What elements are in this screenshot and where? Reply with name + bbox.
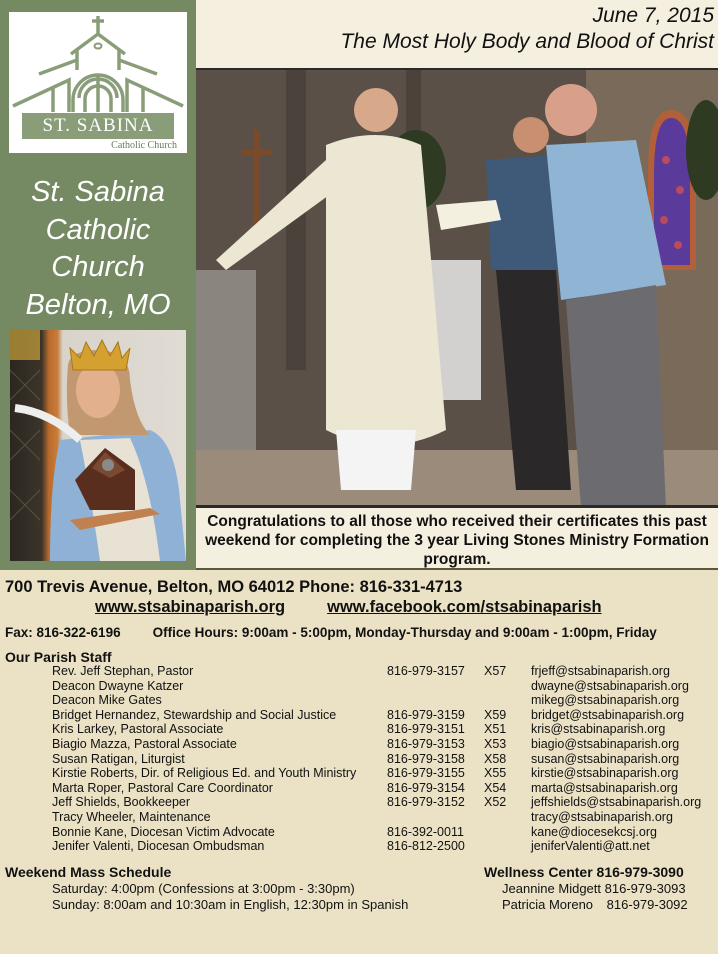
staff-extension: X51	[484, 722, 507, 737]
staff-phone: 816-979-3151	[387, 722, 465, 737]
staff-email[interactable]: dwayne@stsabinaparish.org	[531, 678, 689, 693]
staff-row	[0, 737, 718, 752]
mass-schedule-heading: Weekend Mass Schedule	[5, 864, 172, 880]
staff-extension: X59	[484, 707, 507, 722]
staff-phone: 816-979-3159	[387, 707, 465, 722]
staff-extension: X53	[484, 736, 507, 751]
staff-name: Biagio Mazza, Pastoral Associate	[52, 736, 237, 751]
bulletin-date: June 7, 2015	[592, 4, 714, 27]
church-name-line: Catholic	[45, 213, 151, 246]
logo-subtitle: Catholic Church	[111, 140, 177, 151]
staff-email[interactable]: bridget@stsabinaparish.org	[531, 707, 685, 722]
staff-phone: 816-812-2500	[387, 839, 465, 854]
staff-email[interactable]: jeniferValenti@att.net	[531, 839, 650, 854]
staff-name: Deacon Mike Gates	[52, 693, 162, 708]
staff-name: Kris Larkey, Pastoral Associate	[52, 722, 224, 737]
staff-phone: 816-979-3155	[387, 766, 465, 781]
office-hours: Office Hours: 9:00am - 5:00pm, Monday-Thursday and 9:00am - 1:00pm, Friday	[152, 625, 657, 640]
church-name	[0, 174, 196, 324]
mass-schedule	[5, 864, 408, 913]
staff-phone: 816-979-3157	[387, 664, 465, 678]
wellness-contact-name: Patricia Moreno	[502, 897, 594, 912]
staff-email[interactable]: frjeff@stsabinaparish.org	[531, 664, 670, 678]
staff-row	[0, 825, 718, 840]
staff-row	[0, 795, 718, 810]
staff-name: Bonnie Kane, Diocesan Victim Advocate	[52, 824, 275, 839]
address-phone: 700 Trevis Avenue, Belton, MO 64012 Phone: 816-331-4713	[5, 578, 463, 596]
staff-row	[0, 664, 718, 679]
wellness-center	[484, 864, 688, 913]
staff-row	[0, 679, 718, 694]
church-name-line: Church	[51, 251, 145, 283]
staff-row	[0, 839, 718, 854]
fax-number: Fax: 816-322-6196	[5, 625, 121, 640]
wellness-heading: Wellness Center 816-979-3090	[484, 864, 684, 880]
staff-row	[0, 708, 718, 723]
staff-extension: X58	[484, 751, 507, 766]
st-sabina-statue-image	[10, 330, 186, 561]
staff-name: Deacon Dwayne Katzer	[52, 678, 184, 693]
church-name-line: Belton, MO	[25, 288, 171, 321]
staff-name: Bridget Hernandez, Stewardship and Social Justice	[52, 707, 337, 722]
staff-phone: 816-979-3154	[387, 780, 465, 795]
staff-name: Tracy Wheeler, Maintenance	[52, 809, 211, 824]
staff-list	[0, 664, 718, 854]
staff-name: Susan Ratigan, Liturgist	[52, 751, 185, 766]
logo-banner: ST. SABINA	[22, 113, 174, 139]
staff-name: Kirstie Roberts, Dir. of Religious Ed. and Youth Ministry	[52, 766, 357, 781]
mass-saturday: Saturday: 4:00pm (Confessions at 3:00pm - 3:30pm)	[52, 881, 355, 896]
feast-title: The Most Holy Body and Blood of Christ	[340, 30, 714, 53]
church-name-line: St. Sabina	[31, 176, 165, 208]
staff-row	[0, 781, 718, 796]
staff-email[interactable]: marta@stsabinaparish.org	[531, 780, 678, 795]
staff-email[interactable]: tracy@stsabinaparish.org	[531, 809, 673, 824]
staff-email[interactable]: kris@stsabinaparish.org	[531, 722, 666, 737]
sidebar	[0, 0, 196, 570]
staff-email[interactable]: biagio@stsabinaparish.org	[531, 736, 680, 751]
staff-phone: 816-392-0011	[387, 824, 464, 839]
mass-sunday: Sunday: 8:00am and 10:30am in English, 12:30pm in Spanish	[52, 897, 409, 912]
fax-and-hours	[5, 624, 715, 642]
facebook-link[interactable]: www.facebook.com/stsabinaparish	[327, 598, 602, 616]
staff-phone: 816-979-3158	[387, 751, 465, 766]
staff-email[interactable]: kirstie@stsabinaparish.org	[531, 766, 679, 781]
staff-extension: X57	[484, 664, 507, 678]
staff-heading: Our Parish Staff	[5, 649, 112, 665]
wellness-contact	[484, 881, 688, 897]
bulletin-header	[196, 0, 718, 70]
staff-email[interactable]: susan@stsabinaparish.org	[531, 751, 680, 766]
staff-row	[0, 722, 718, 737]
staff-row	[0, 752, 718, 767]
website-link[interactable]: www.stsabinaparish.org	[95, 598, 286, 616]
staff-name: Marta Roper, Pastoral Care Coordinator	[52, 780, 273, 795]
staff-email[interactable]: kane@diocesekcsj.org	[531, 824, 657, 839]
staff-extension: X55	[484, 766, 507, 781]
photo-caption: Congratulations to all those who received their certificates this past weekend for completing the 3 year Living Stones Ministry Formation program.	[196, 508, 718, 570]
staff-row	[0, 810, 718, 825]
church-logo	[9, 12, 187, 153]
wellness-contact-phone: 816-979-3093	[604, 881, 686, 896]
staff-name: Rev. Jeff Stephan, Pastor	[52, 664, 194, 678]
staff-extension: X54	[484, 780, 507, 795]
wellness-contact-phone: 816-979-3092	[606, 897, 688, 912]
wellness-contact-name: Jeannine Midgett	[502, 881, 602, 896]
wellness-contact	[484, 897, 688, 913]
staff-name: Jeff Shields, Bookkeeper	[52, 795, 191, 810]
certificate-ceremony-photo	[196, 70, 718, 508]
staff-row	[0, 693, 718, 708]
staff-name: Jenifer Valenti, Diocesan Ombudsman	[52, 839, 265, 854]
staff-row	[0, 766, 718, 781]
staff-extension: X52	[484, 795, 507, 810]
staff-phone: 816-979-3153	[387, 736, 465, 751]
web-links	[5, 597, 715, 617]
staff-email[interactable]: mikeg@stsabinaparish.org	[531, 693, 680, 708]
staff-phone: 816-979-3152	[387, 795, 465, 810]
staff-email[interactable]: jeffshields@stsabinaparish.org	[531, 795, 702, 810]
contact-info	[5, 577, 715, 642]
